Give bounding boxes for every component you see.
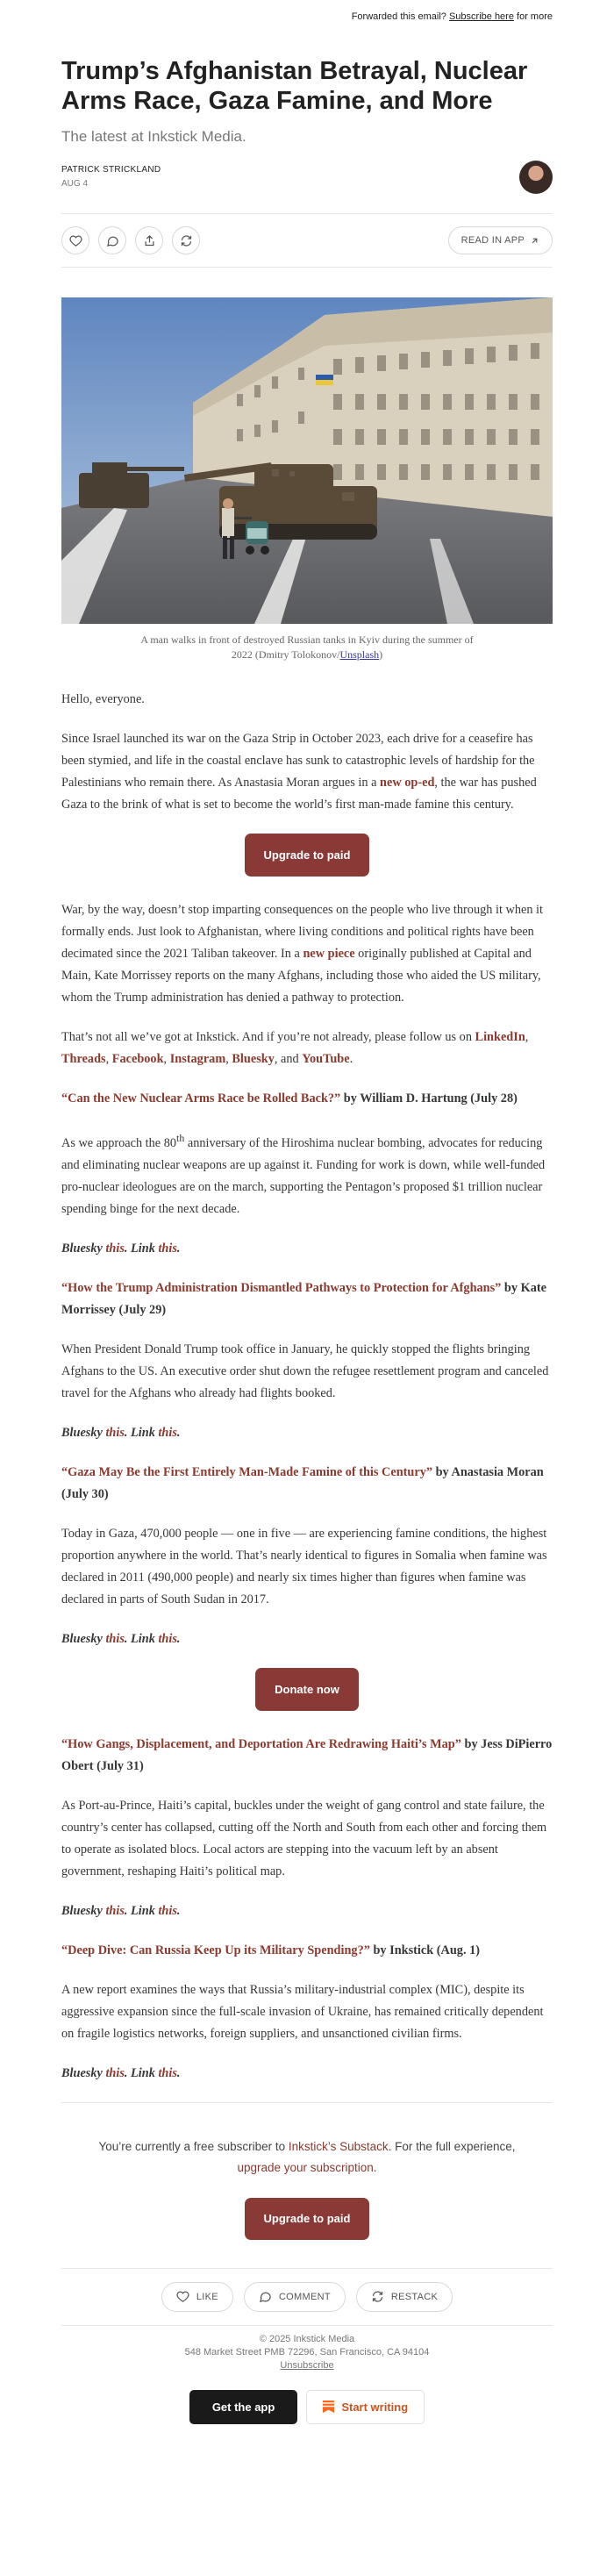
article-summary: A new report examines the ways that Russia’s military-industrial complex (MIC), despite its aggressive expansion since the full-scale invasion of Ukraine, has remained critically dependent on fragile logistics networks, foreign suppliers, and unsanctioned civilian firms. [61, 1982, 544, 2041]
share-bluesky-text: Bluesky [61, 1631, 106, 1646]
summary-text: As we approach the 80 [61, 1135, 177, 1150]
instagram-link[interactable]: Instagram [169, 1052, 226, 1066]
new-op-ed-link[interactable]: new op-ed [380, 776, 435, 790]
app-cta [61, 2390, 553, 2424]
article-title-link[interactable]: “How the Trump Administration Dismantled Pathways to Protection for Afghans” [61, 1280, 502, 1295]
share-line [61, 2063, 553, 2085]
share-link-text: . Link [124, 1241, 159, 1256]
article-summary: Today in Gaza, 470,000 people — one in five — are experiencing famine conditions, the highest proportion anywhere in the world. That’s nearly identical to figures in Somalia when famine was declared in 2011 (490,000 people) and nearly six times higher than figures when famine was declared in parts of South Sudan in 2017. [61, 1526, 547, 1606]
paragraph-gaza [61, 728, 553, 816]
linkedin-link[interactable]: LinkedIn [475, 1030, 525, 1044]
footer-upgrade-button[interactable]: Upgrade to paid [245, 2198, 370, 2240]
article-byline: by Inkstick (Aug. 1) [369, 1943, 481, 1957]
article-summary: When President Donald Trump took office in January, he quickly stopped the flights bringing Afghans to the US. An executive order shut down the refugee resettlement program and canceled travel for the Afghans who already had flights booked. [61, 1342, 549, 1400]
caption-end: ) [379, 648, 383, 661]
notice-text: You’re currently a free subscriber to [98, 2139, 289, 2153]
threads-link[interactable]: Threads [61, 1052, 106, 1066]
youtube-link[interactable]: YouTube [302, 1052, 350, 1066]
share-line [61, 1422, 553, 1444]
unsplash-link[interactable]: Unsplash [339, 648, 380, 661]
legal-footer [61, 2333, 553, 2372]
summary-text: anniversary of the Hiroshima nuclear bombing, advocates for reducing and eliminating nuclear weapons are up against it. Funding for work is down, while well-funded pro-nuclear ideologues are on the march, supporting the Pentagon’s proposed $1 trillion nuclear spending binge for the next decade. [61, 1135, 546, 1216]
comment-icon [106, 234, 119, 247]
link-this-link[interactable]: this [158, 1425, 177, 1440]
author-name[interactable]: PATRICK STRICKLAND [61, 165, 161, 175]
upgrade-subscription-link[interactable]: upgrade your subscription [237, 2160, 374, 2174]
substack-logo-icon [323, 2401, 334, 2413]
share-end: . [176, 1425, 181, 1440]
share-bluesky-text: Bluesky [61, 1241, 106, 1256]
subscribe-link[interactable]: Subscribe here [448, 11, 514, 22]
substack-link[interactable]: Inkstick’s Substack [288, 2139, 389, 2153]
share-end: . [176, 1631, 181, 1646]
article-title-link[interactable]: “Gaza May Be the First Entirely Man-Made Famine of this Century” [61, 1464, 433, 1479]
share-line [61, 1628, 553, 1650]
greeting: Hello, everyone. [61, 692, 145, 706]
share-end: . [176, 2065, 181, 2080]
bluesky-this-link[interactable]: this [105, 1241, 125, 1256]
upgrade-to-paid-button[interactable]: Upgrade to paid [245, 834, 370, 877]
article-heading [61, 1734, 553, 1778]
article-byline: by Jess DiPierro Obert (July 31) [61, 1736, 553, 1773]
start-writing-button[interactable] [306, 2390, 425, 2424]
share-button[interactable] [135, 226, 163, 254]
and-word: and [281, 1052, 299, 1066]
forwarded-bar [61, 0, 553, 33]
like-label: LIKE [196, 2291, 218, 2302]
paragraph-text: War, by the way, doesn’t stop imparting consequences on the people who live through it when it formally ends. Just look to Afghanistan, where living conditions and political rights have been decimated since the 2021 Taliban takeover. In a [61, 903, 543, 961]
restack-pill-button[interactable] [356, 2282, 453, 2312]
share-link-text: . Link [124, 1903, 159, 1918]
share-icon [143, 234, 156, 247]
forwarded-text: Forwarded this email? [351, 11, 446, 22]
kyiv-street-tanks-photo [61, 297, 553, 624]
article-summary: As Port-au-Prince, Haiti’s capital, buckles under the weight of gang control and state failure, the country’s center has collapsed, cutting off the North and South from each other and forcing them to operate as isolated blocs. Local actors are stepping into the vacuum left by an absent government, reshaping Haiti’s political map. [61, 1798, 547, 1878]
byline [61, 163, 553, 194]
restack-icon [371, 2290, 384, 2303]
post-subtitle: The latest at Inkstick Media. [61, 128, 246, 145]
author-avatar[interactable] [519, 161, 553, 194]
article-heading [61, 1277, 553, 1321]
like-button[interactable] [61, 226, 89, 254]
heart-icon [176, 2290, 189, 2303]
bluesky-link[interactable]: Bluesky [232, 1052, 275, 1066]
hero-image[interactable] [61, 297, 553, 624]
paragraph-text: Since Israel launched its war on the Gaza Strip in October 2023, each drive for a ceasefire has been stymied, and life in the coastal enclave has sunk to catastrophic levels of hardship for the Palestinians who remain there. As Anastasia Moran argues in a [61, 732, 535, 790]
article-byline: by Anastasia Moran (July 30) [61, 1464, 544, 1501]
copyright: © 2025 Inkstick Media [259, 2333, 355, 2344]
post-title[interactable]: Trump’s Afghanistan Betrayal, Nuclear Arms Race, Gaza Famine, and More [61, 57, 528, 115]
paragraph-text: originally published at Capital and Main, Kate Morrissey reports on the many Afghans, including those who aided the US military, whom the Trump administration has denied a pathway to protection. [61, 947, 541, 1005]
bluesky-this-link[interactable]: this [105, 1903, 125, 1918]
notice-end: . [373, 2160, 377, 2174]
facebook-link[interactable]: Facebook [111, 1052, 164, 1066]
restack-label: RESTACK [390, 2291, 439, 2302]
share-line [61, 1900, 553, 1922]
paragraph-text: That’s not all we’ve got at Inkstick. And if you’re not already, please follow us on [61, 1030, 475, 1044]
article-summary [61, 1127, 553, 1220]
link-this-link[interactable]: this [158, 1241, 177, 1256]
share-line [61, 1238, 553, 1260]
share-bluesky-text: Bluesky [61, 1425, 106, 1440]
link-this-link[interactable]: this [158, 1903, 177, 1918]
subscription-notice [61, 2102, 553, 2240]
restack-icon [180, 234, 193, 247]
like-pill-button[interactable] [161, 2282, 233, 2312]
article-heading [61, 1940, 553, 1962]
paragraph-follow: That’s not all we’ve got at Inkstick. And if you’re not already, please follow us on LinkedIn, Threads, Facebook, Instagram, Bluesky, and YouTube. [61, 1030, 529, 1066]
article-title-link[interactable]: “Deep Dive: Can Russia Keep Up its Military Spending?” [61, 1943, 370, 1957]
heart-icon [69, 234, 82, 247]
comment-pill-button[interactable] [244, 2282, 346, 2312]
bluesky-this-link[interactable]: this [105, 1425, 125, 1440]
article-byline: by Kate Morrissey (July 29) [61, 1280, 546, 1317]
article-heading [61, 1088, 553, 1110]
read-in-app-label: READ IN APP [460, 235, 525, 246]
forwarded-suffix: for more [517, 11, 553, 22]
bluesky-this-link[interactable]: this [105, 1631, 125, 1646]
link-this-link[interactable]: this [158, 1631, 177, 1646]
paragraph-text: , the war has pushed Gaza to the brink of what is set to become the world’s first man-made famine this century. [61, 776, 537, 812]
engagement-bar [61, 2268, 553, 2326]
comment-button[interactable] [98, 226, 126, 254]
share-bluesky-text: Bluesky [61, 1903, 106, 1918]
article-title-link[interactable]: “Can the New Nuclear Arms Race be Rolled Back?” [61, 1091, 341, 1106]
notice-text: . For the full experience, [388, 2139, 516, 2153]
ordinal-suffix: th [176, 1132, 185, 1144]
get-the-app-button[interactable]: Get the app [189, 2390, 298, 2424]
post-date: AUG 4 [61, 179, 89, 189]
post-body [61, 689, 553, 2085]
restack-button[interactable] [172, 226, 200, 254]
bluesky-this-link[interactable]: this [105, 2065, 125, 2080]
share-link-text: . Link [124, 2065, 159, 2080]
share-end: . [176, 1903, 181, 1918]
comment-label: COMMENT [278, 2291, 331, 2302]
paragraph-afghanistan [61, 899, 553, 1009]
link-this-link[interactable]: this [158, 2065, 177, 2080]
image-caption [61, 633, 553, 662]
post-actions-bar [61, 213, 553, 268]
donate-now-button[interactable]: Donate now [255, 1668, 359, 1711]
comment-icon [259, 2290, 272, 2303]
share-link-text: . Link [124, 1631, 159, 1646]
share-link-text: . Link [124, 1425, 159, 1440]
start-writing-label: Start writing [341, 2400, 409, 2414]
arrow-up-right-icon [530, 236, 539, 246]
new-piece-link[interactable]: new piece [303, 947, 355, 961]
email-content [61, 0, 553, 2424]
mailing-address: 548 Market Street PMB 72296, San Francisco, CA 94104 [184, 2346, 430, 2358]
read-in-app-button[interactable] [448, 226, 553, 254]
share-bluesky-text: Bluesky [61, 2065, 106, 2080]
share-end: . [176, 1241, 181, 1256]
caption-text: A man walks in front of destroyed Russian tanks in Kyiv during the summer of 2022 (Dmitry Tolokonov/ [140, 633, 474, 661]
unsubscribe-link[interactable]: Unsubscribe [280, 2359, 334, 2371]
article-heading [61, 1462, 553, 1506]
article-byline: by William D. Hartung (July 28) [340, 1091, 518, 1106]
article-title-link[interactable]: “How Gangs, Displacement, and Deportation Are Redrawing Haiti’s Map” [61, 1736, 461, 1751]
